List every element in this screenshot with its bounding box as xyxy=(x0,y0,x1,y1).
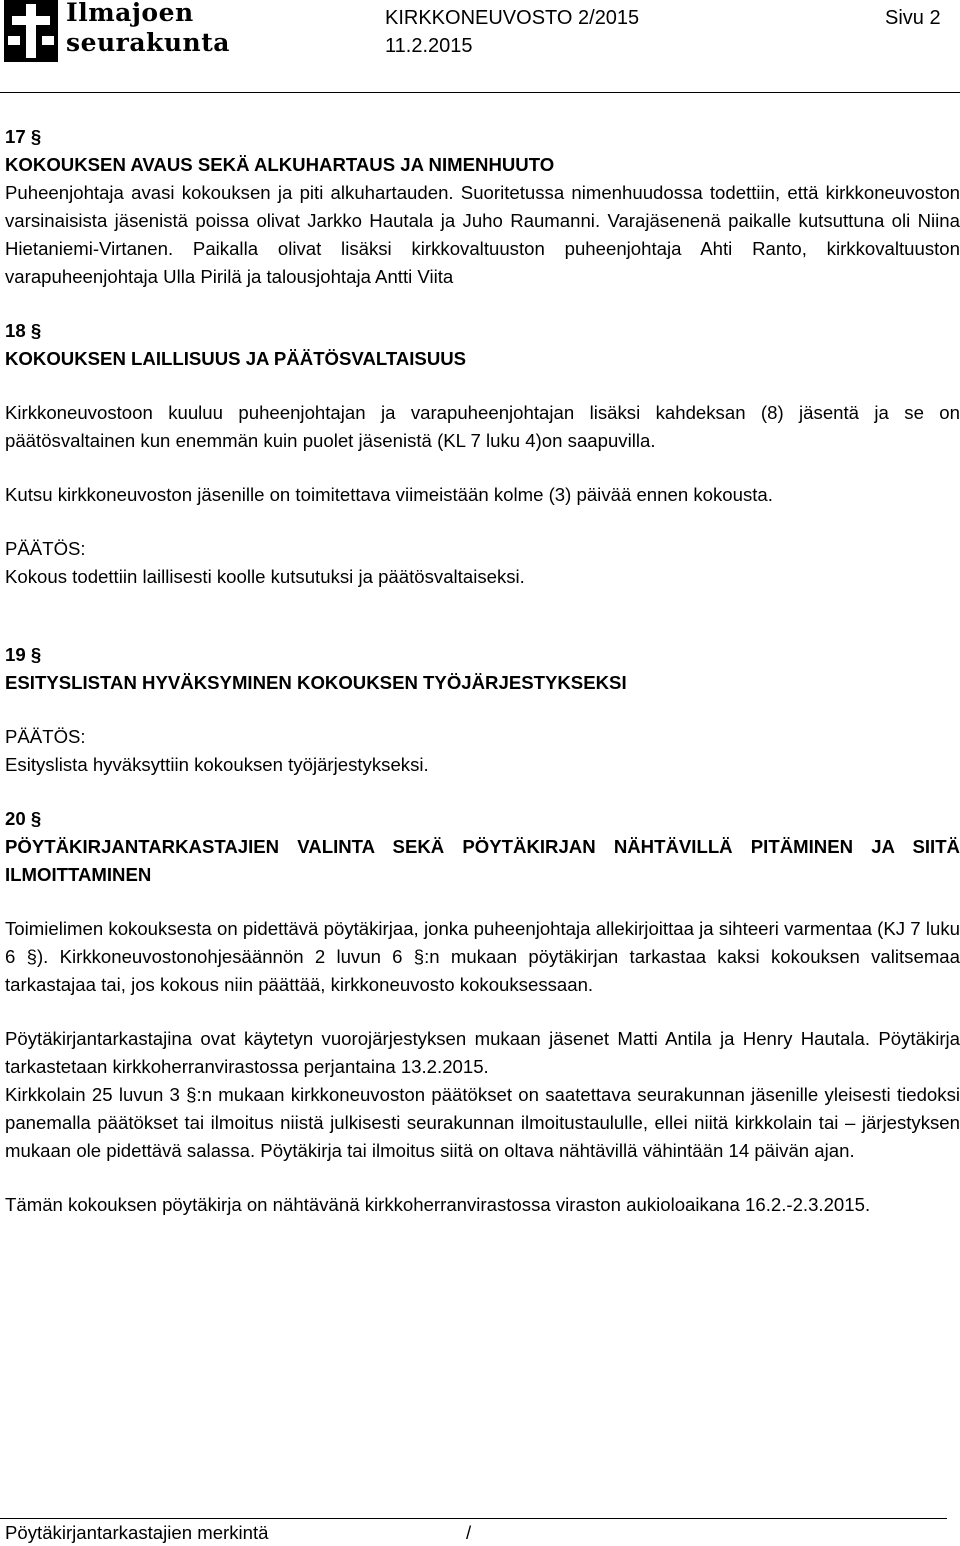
page-number: Sivu 2 xyxy=(885,7,941,29)
section-19-decision-label: PÄÄTÖS: xyxy=(5,726,86,747)
document-body xyxy=(5,123,960,1219)
footer-divider xyxy=(0,1518,947,1519)
logo xyxy=(2,0,242,62)
section-18-text1: Kirkkoneuvostoon kuuluu puheenjohtajan ja varapuheenjohtajan lisäksi kahdeksan (8) jäsentä ja se on päätösvaltainen kun enemmän kuin puolet jäsenistä (KL 7 luku 4)on saapuvilla. xyxy=(5,402,960,451)
section-20-number: 20 § xyxy=(5,808,42,829)
section-17-text: Puheenjohtaja avasi kokouksen ja piti alkuhartauden. Suoritetussa nimenhuudossa todettiin, että kirkkoneuvoston varsinaisista jäsenistä poissa olivat Jarkko Hautala ja Juho Raumanni. Varajäsenenä paikalle kutsuttuna oli Niina Hietaniemi-Virtanen. Paikalla olivat lisäksi kirkkovaltuuston puheenjohtaja Ahti Ranto, kirkkovaltuuston varapuheenjohtaja Ulla Pirilä ja talousjohtaja Antti Viita xyxy=(5,182,960,287)
section-20-text3: Kirkkolain 25 luvun 3 §:n mukaan kirkkoneuvoston päätökset on saatettava seurakunnan jäsenille yleisesti tiedoksi panemalla päätökset tai ilmoitus niistä julkisesti seurakunnan ilmoitustaululle, ellei niitä kirkkolain tai – järjestyksen mukaan ole pidettävä salassa. Pöytäkirja tai ilmoitus siitä on oltava nähtävillä vähintään 14 päivän ajan. xyxy=(5,1084,960,1161)
logo-line1: Ilmajoen xyxy=(66,0,194,27)
logo-text xyxy=(66,0,230,58)
footer-label: Pöytäkirjantarkastajien merkintä xyxy=(5,1522,269,1543)
section-18-decision: Kokous todettiin laillisesti koolle kutsutuksi ja päätösvaltaiseksi. xyxy=(5,566,525,587)
section-20-text1: Toimielimen kokouksesta on pidettävä pöytäkirjaa, jonka puheenjohtaja allekirjoittaa ja sihteeri varmentaa (KJ 7 luku 6 §). Kirkkoneuvostonohjesäännön 2 luvun 6 §:n mukaan pöytäkirjan tarkastaa kaksi kokouksen valitsemaa tarkastajaa tai, jos kokous niin päättää, kirkkoneuvosto kokouksessaan. xyxy=(5,918,960,995)
section-20-text4: Tämän kokouksen pöytäkirja on nähtävänä kirkkoherranvirastossa viraston aukioloaikana 16.2.-2.3.2015. xyxy=(5,1194,871,1215)
logo-line2: seurakunta xyxy=(66,28,230,57)
section-20-heading: PÖYTÄKIRJANTARKASTAJIEN VALINTA SEKÄ PÖYTÄKIRJAN NÄHTÄVILLÄ PITÄMINEN JA SIITÄ ILMOITTAMINEN xyxy=(5,836,960,885)
section-17-number: 17 § xyxy=(5,126,42,147)
cross-icon xyxy=(4,0,58,62)
section-18-text2: Kutsu kirkkoneuvoston jäsenille on toimitettava viimeistään kolme (3) päivää ennen kokousta. xyxy=(5,484,773,505)
document-title: KIRKKONEUVOSTO 2/2015 xyxy=(385,7,640,29)
header-divider xyxy=(0,92,960,93)
section-19-heading: ESITYSLISTAN HYVÄKSYMINEN KOKOUKSEN TYÖJÄRJESTYKSEKSI xyxy=(5,672,627,693)
section-19-number: 19 § xyxy=(5,644,42,665)
section-18-heading: KOKOUKSEN LAILLISUUS JA PÄÄTÖSVALTAISUUS xyxy=(5,348,467,369)
section-17-heading: KOKOUKSEN AVAUS SEKÄ ALKUHARTAUS JA NIMENHUUTO xyxy=(5,154,555,175)
footer-slash: / xyxy=(466,1522,472,1543)
section-18-decision-label: PÄÄTÖS: xyxy=(5,538,86,559)
section-20-text2: Pöytäkirjantarkastajina ovat käytetyn vuorojärjestyksen mukaan jäsenet Matti Antila ja Henry Hautala. Pöytäkirja tarkastetaan kirkkoherranvirastossa perjantaina 13.2.2015. xyxy=(5,1028,960,1077)
section-18-number: 18 § xyxy=(5,320,42,341)
section-19-decision: Esityslista hyväksyttiin kokouksen työjärjestykseksi. xyxy=(5,754,429,775)
document-date: 11.2.2015 xyxy=(385,35,473,57)
